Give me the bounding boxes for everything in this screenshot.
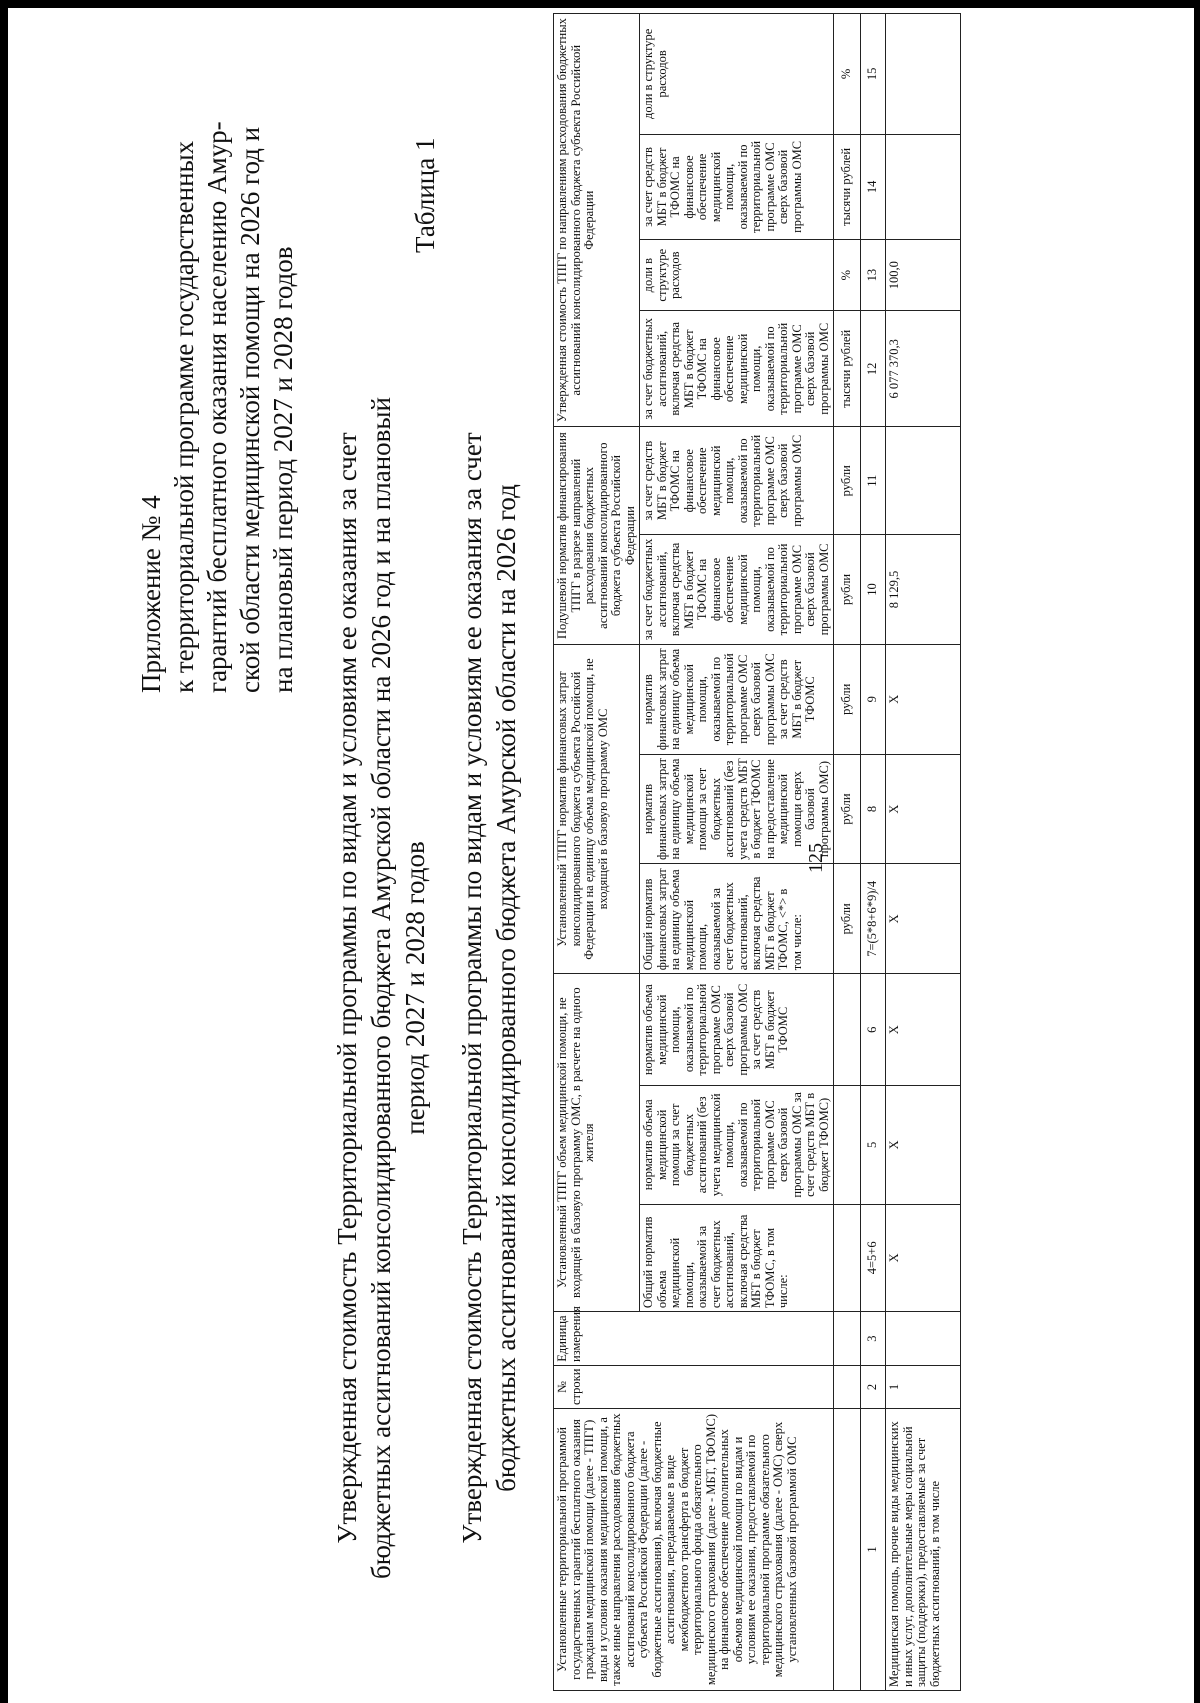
- appendix-line: гарантий бесплатного оказания населению Амур-: [202, 121, 232, 693]
- row-cell-6: X: [886, 974, 961, 1086]
- unit-cell: [834, 1312, 861, 1366]
- unit-cell: тысячи рублей: [834, 311, 861, 427]
- row-name: Медицинская помощь, прочие виды медицинских и иных услуг, дополнительные меры социальной защиты (поддержки), предоставляемые за счет бюджетных ассигнований, в том числе: [886, 1409, 961, 1691]
- unit-cell: тысячи рублей: [834, 134, 861, 239]
- column-number: 9: [861, 644, 886, 754]
- table-row: [886, 14, 961, 1691]
- row-cell-13: 100,0: [886, 240, 961, 311]
- row-number: 1: [886, 1365, 961, 1408]
- column-number: 12: [861, 311, 886, 427]
- column-numbers-row: [861, 14, 886, 1691]
- table-heading: Утвержденная стоимость Территориальной программы по видам и условиям ее оказания за счет бюджетных ассигнований консолидированного бюджета Амурской области на 2026 год: [457, 432, 521, 1544]
- unit-cell: %: [834, 14, 861, 135]
- unit-cell: [834, 974, 861, 1086]
- header-group-norm: Установленный ТПГГ норматив финансовых затрат консолидированного бюджета субъекта Российской Федерации на единицу объема медицинской помощи, не входящей в базовую программу ОМС: [554, 644, 640, 973]
- document-heading: Утвержденная стоимость Территориальной программы по видам и условиям ее оказания за счет бюджетных ассигнований консолидированного бюджета Амурской области на 2026 год и на плановый период 2027 и 2028 годов: [332, 397, 430, 1580]
- page-number: 125: [805, 843, 827, 873]
- unit-cell: рубли: [834, 427, 861, 535]
- unit-cell: рубли: [834, 754, 861, 864]
- appendix-line: Приложение № 4: [136, 495, 166, 693]
- row-cell-7: X: [886, 864, 961, 974]
- column-number: 1: [861, 1409, 886, 1691]
- header-sub9: норматив финансовых затрат на единицу объема медицинской помощи, оказываемой по территориальной программе ОМС сверх базовой программы ОМС за счет средств МБТ в бюджет ТФОМС: [640, 644, 834, 754]
- row-cell-12: 6 077 370,3: [886, 311, 961, 427]
- header-sub11: за счет средств МБТ в бюджет ТФОМС на финансовое обеспечение медицинской помощи, оказываемой по территориальной программе ОМС сверх базовой программы ОМС: [640, 427, 834, 535]
- header-sub13: доли в структуре расходов: [640, 240, 834, 311]
- header-sub5: норматив объема медицинской помощи за счет бюджетных ассигнований (без учета медицинской помощи, оказываемой по территориальной программе ОМС сверх базовой программы ОМС за счет средств МБТ в бюджет ТФОМС): [640, 1086, 834, 1204]
- appendix-line: на плановый период 2027 и 2028 годов: [268, 246, 298, 693]
- row-cell-9: X: [886, 644, 961, 754]
- header-sub14: за счет средств МБТ в бюджет ТФОМС на финансовое обеспечение медицинской помощи, оказываемой по территориальной программе ОМС сверх базовой программы ОМС: [640, 134, 834, 239]
- table-label: Таблица 1: [410, 137, 440, 253]
- column-number: 6: [861, 974, 886, 1086]
- units-row: [834, 14, 861, 1691]
- column-number: 8: [861, 754, 886, 864]
- appendix-line: ской области медицинской помощи на 2026 год и: [235, 126, 265, 693]
- unit-cell: [834, 1204, 861, 1312]
- header-group-cost: Утвержденная стоимость ТПГГ по направлениям расходования бюджетных ассигнований консолидированного бюджета субъекта Российской Федерации: [554, 14, 640, 427]
- row-cell-11: [886, 427, 961, 535]
- cost-table: [553, 13, 961, 1691]
- row-unit: [886, 1312, 961, 1366]
- row-cell-10: 8 129,5: [886, 535, 961, 645]
- row-cell-15: [886, 14, 961, 135]
- header-sub7: Общий норматив финансовых затрат на единицу объема медицинской помощи, оказываемой за счет бюджетных ассигнований, включая средства МБТ в бюджет ТФОМС, <*> в том числе:: [640, 864, 834, 974]
- column-number: 3: [861, 1312, 886, 1366]
- header-sub12: за счет бюджетных ассигнований, включая средства МБТ в бюджет ТФОМС на финансовое обеспечение медицинской помощи, оказываемой по территориальной программе ОМС сверх базовой программы ОМС: [640, 311, 834, 427]
- header-sub6: норматив объема медицинской помощи, оказываемой по территориальной программе ОМС сверх базовой программы ОМС за счет средств МБТ в бюджет ТФОМС: [640, 974, 834, 1086]
- unit-cell: рубли: [834, 535, 861, 645]
- appendix-block: [135, 121, 300, 693]
- header-col2: № строки: [554, 1365, 834, 1408]
- unit-cell: [834, 1365, 861, 1408]
- row-cell-14: [886, 134, 961, 239]
- unit-cell: [834, 1086, 861, 1204]
- header-sub4: Общий норматив объема медицинской помощи, оказываемой за счет бюджетных ассигнований, включая средства МБТ в бюджет ТФОМС, в том числе:: [640, 1204, 834, 1312]
- header-row-groups: [554, 14, 640, 1691]
- column-number: 5: [861, 1086, 886, 1204]
- column-number: 11: [861, 427, 886, 535]
- unit-cell: рубли: [834, 864, 861, 974]
- column-number: 2: [861, 1365, 886, 1408]
- row-cell-4: X: [886, 1204, 961, 1312]
- unit-cell: %: [834, 240, 861, 311]
- row-cell-8: X: [886, 754, 961, 864]
- header-col3: Единица измерения: [554, 1312, 834, 1366]
- column-number: 15: [861, 14, 886, 135]
- appendix-line: к территориальной программе государственных: [169, 140, 199, 693]
- row-cell-5: X: [886, 1086, 961, 1204]
- column-number: 13: [861, 240, 886, 311]
- unit-cell: [834, 1409, 861, 1691]
- header-sub8: норматив финансовых затрат на единицу объема медицинской помощи за счет бюджетных ассигнований (без учета средств МБТ в бюджет ТФОМС на предоставление медицинской помощи сверх базовой программы ОМС): [640, 754, 834, 864]
- header-group-percap: Подушевой норматив финансирования ТПГГ в разрезе направлений расходования бюджетных ассигнований консолидированного бюджета субъекта Российской Федерации: [554, 427, 640, 644]
- header-group-volume: Установленный ТПГГ объем медицинской помощи, не входящей в базовую программу ОМС, в расчете на одного жителя: [554, 974, 640, 1312]
- column-number: 4=5+6: [861, 1204, 886, 1312]
- header-sub10: за счет бюджетных ассигнований, включая средства МБТ в бюджет ТФОМС на финансовое обеспечение медицинской помощи, оказываемой по территориальной программе ОМС сверх базовой программы ОМС: [640, 535, 834, 645]
- column-number: 14: [861, 134, 886, 239]
- column-number: 7=(5*8+6*9)/4: [861, 864, 886, 974]
- column-number: 10: [861, 535, 886, 645]
- unit-cell: рубли: [834, 644, 861, 754]
- header-col1: Установленные территориальной программой государственных гарантий бесплатного оказания гражданам медицинской помощи (далее - ТПГГ) виды и условия оказания медицинской помощи, а также иные направления расходования бюджетных ассигнований консолидированного бюджета субъекта Российской Федерации (далее - бюджетные ассигнования), включая бюджетные ассигнования, передаваемые в виде межбюджетного трансферта в бюджет территориального фонда обязательного медицинского страхования (далее - МБТ, ТФОМС) на финансовое обеспечение дополнительных объемов медицинской помощи по видам и условиям ее оказания, предоставляемой по территориальной программе обязательного медицинского страхования (далее - ОМС) сверх установленных базовой программой ОМС: [554, 1409, 834, 1691]
- header-sub15: доли в структуре расходов: [640, 14, 834, 135]
